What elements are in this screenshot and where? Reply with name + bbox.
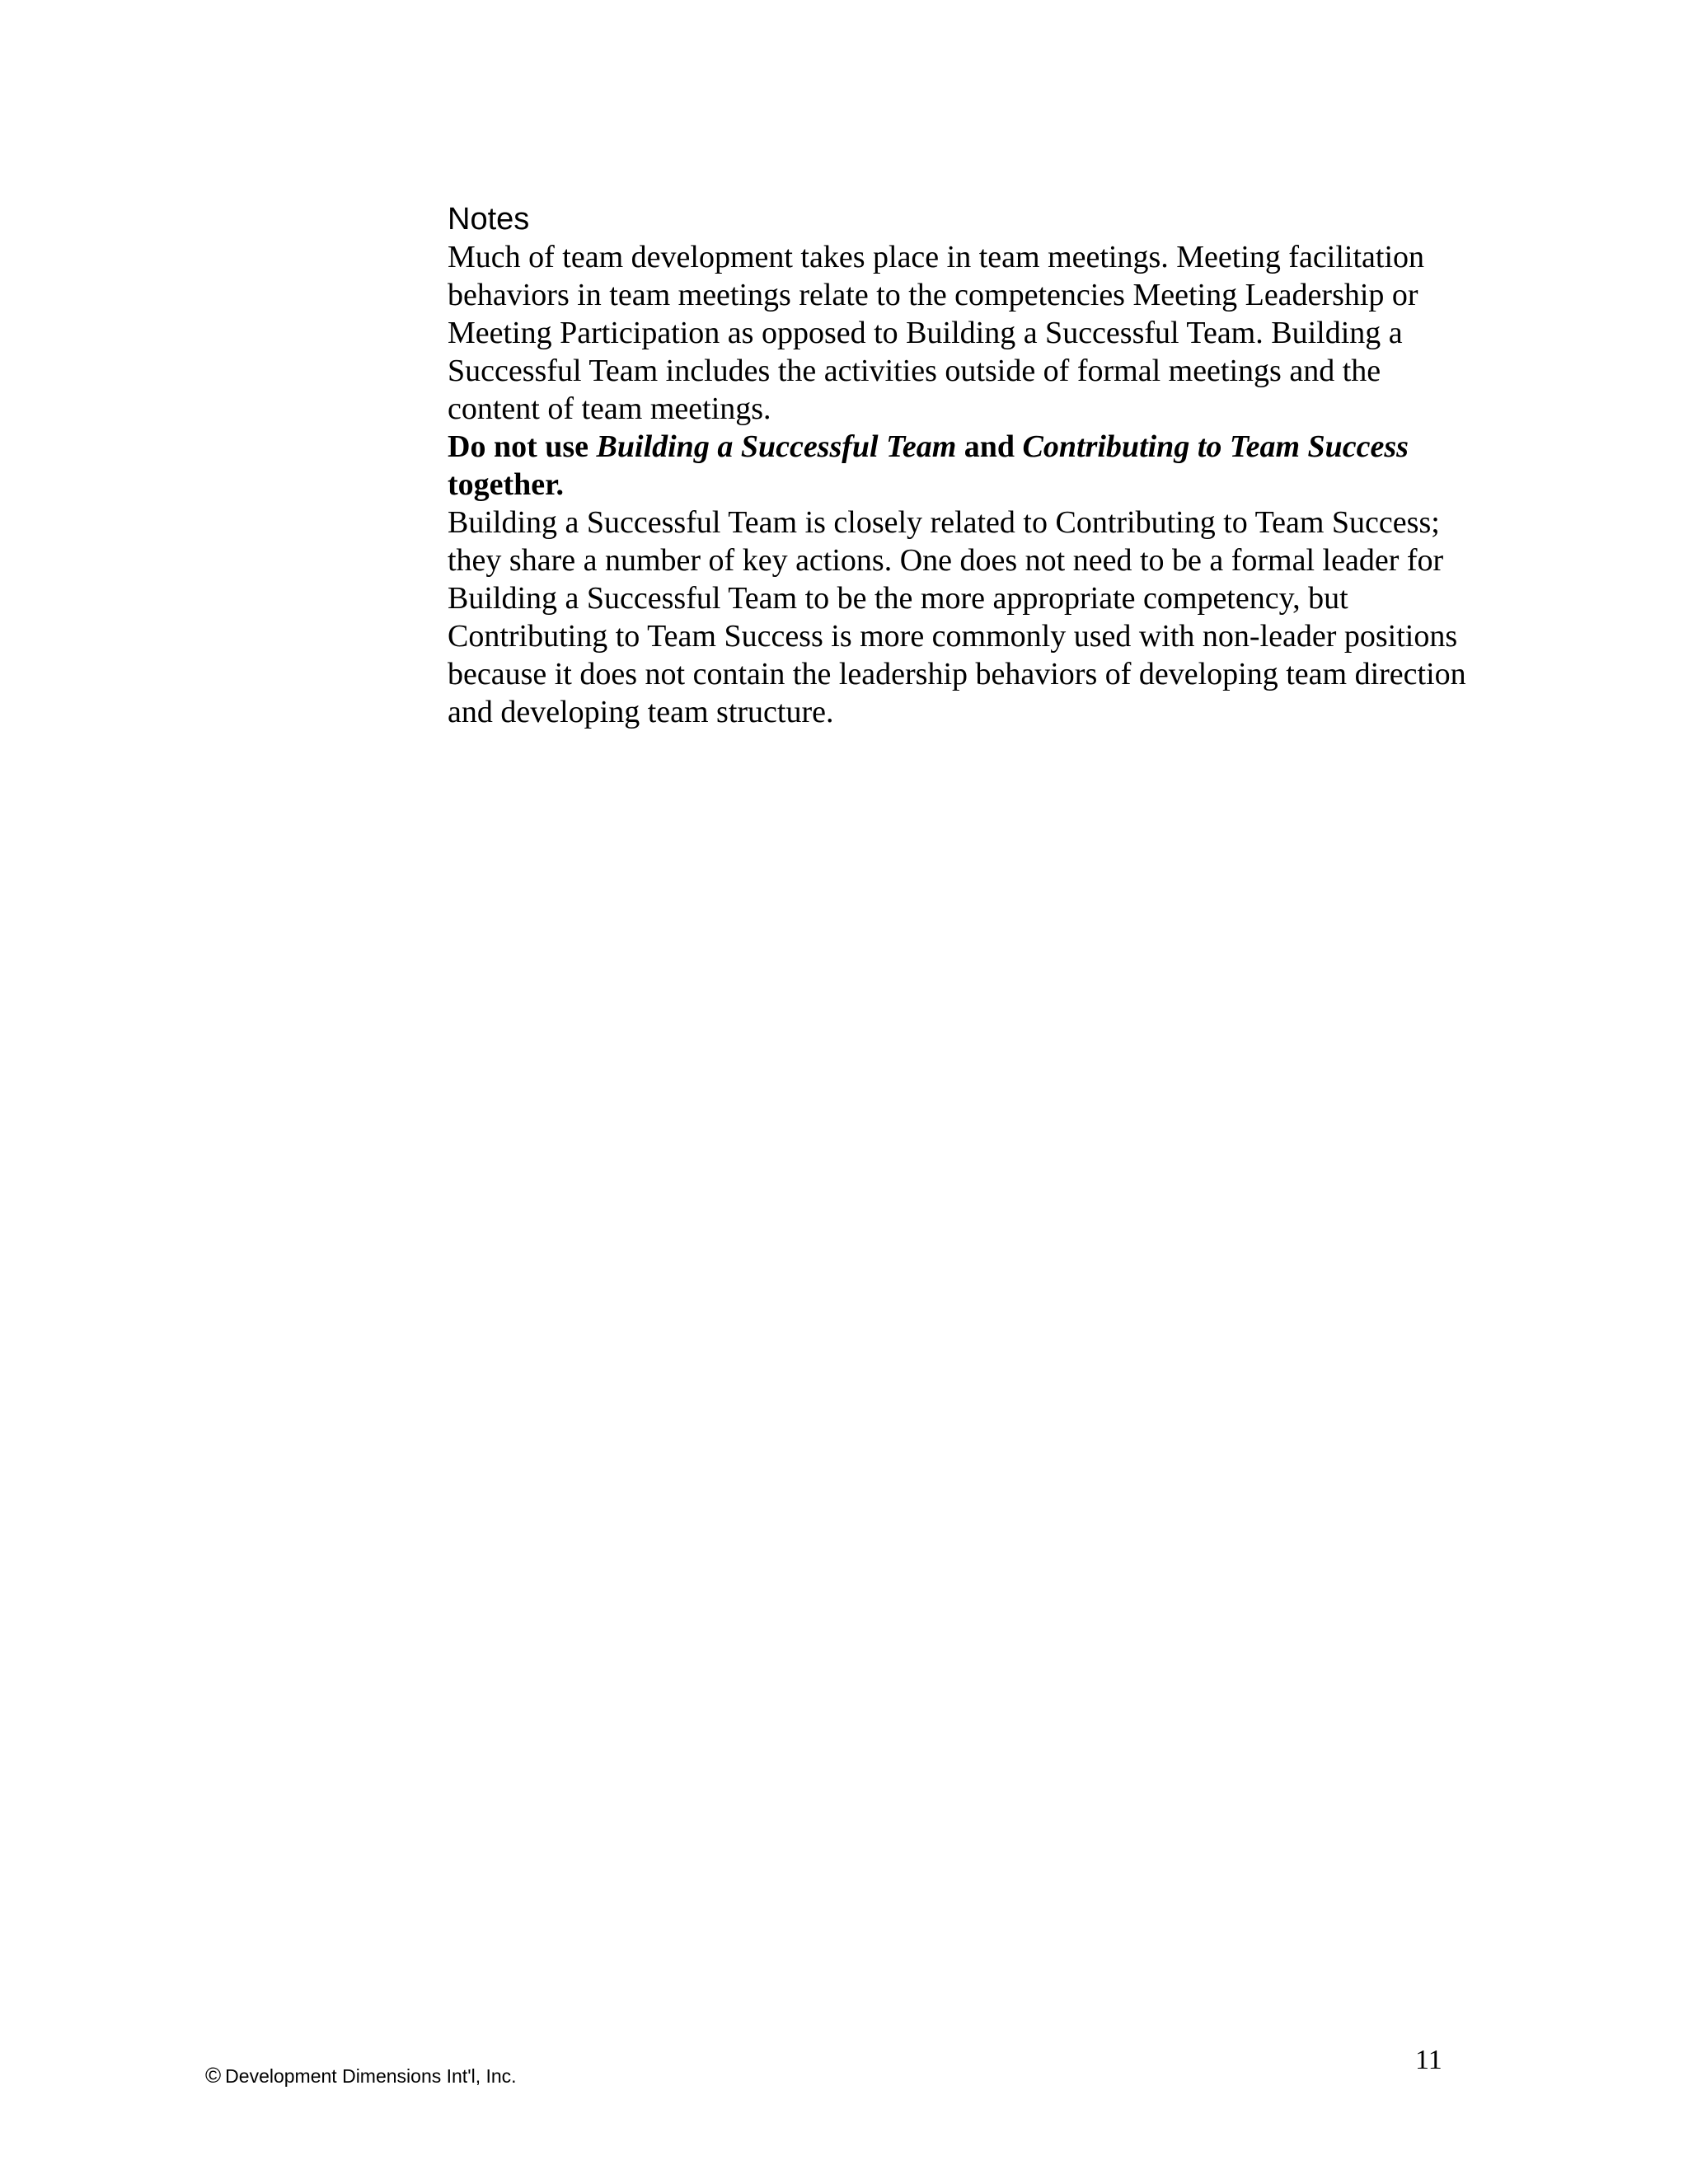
notes-paragraph-2: Building a Successful Team is closely related to Contributing to Team Success; they share a number of key actions. One does not need to be a formal leader for Building a Successful Team to be the more appropriate competency, but Contributing to Team Success is more commonly used with non-leader positions because it does not contain the leadership behaviors of developing team direction and developing team structure. [448,505,1466,729]
warning-joiner: and [956,429,1023,464]
notes-heading: Notes [448,202,530,237]
warning-suffix: together. [448,467,565,502]
copyright-footer [205,2063,517,2088]
warning-term-contributing: Contributing to Team Success [1022,429,1409,464]
warning-prefix: Do not use [448,429,597,464]
usage-warning [448,428,1470,504]
page-number: 11 [1415,2045,1442,2075]
warning-term-building: Building a Successful Team [596,429,957,464]
copyright-text: Development Dimensions Int'l, Inc. [225,2065,517,2087]
copyright-icon: © [205,2063,222,2088]
notes-paragraph-1: Much of team development takes place in team meetings. Meeting facilitation behaviors in team meetings relate to the competencies Meeting Leadership or Meeting Participation as opposed to Building a Successful Team. Building a Successful Team includes the activities outside of formal meetings and the content of team meetings. [448,240,1424,426]
notes-section [448,200,1470,731]
